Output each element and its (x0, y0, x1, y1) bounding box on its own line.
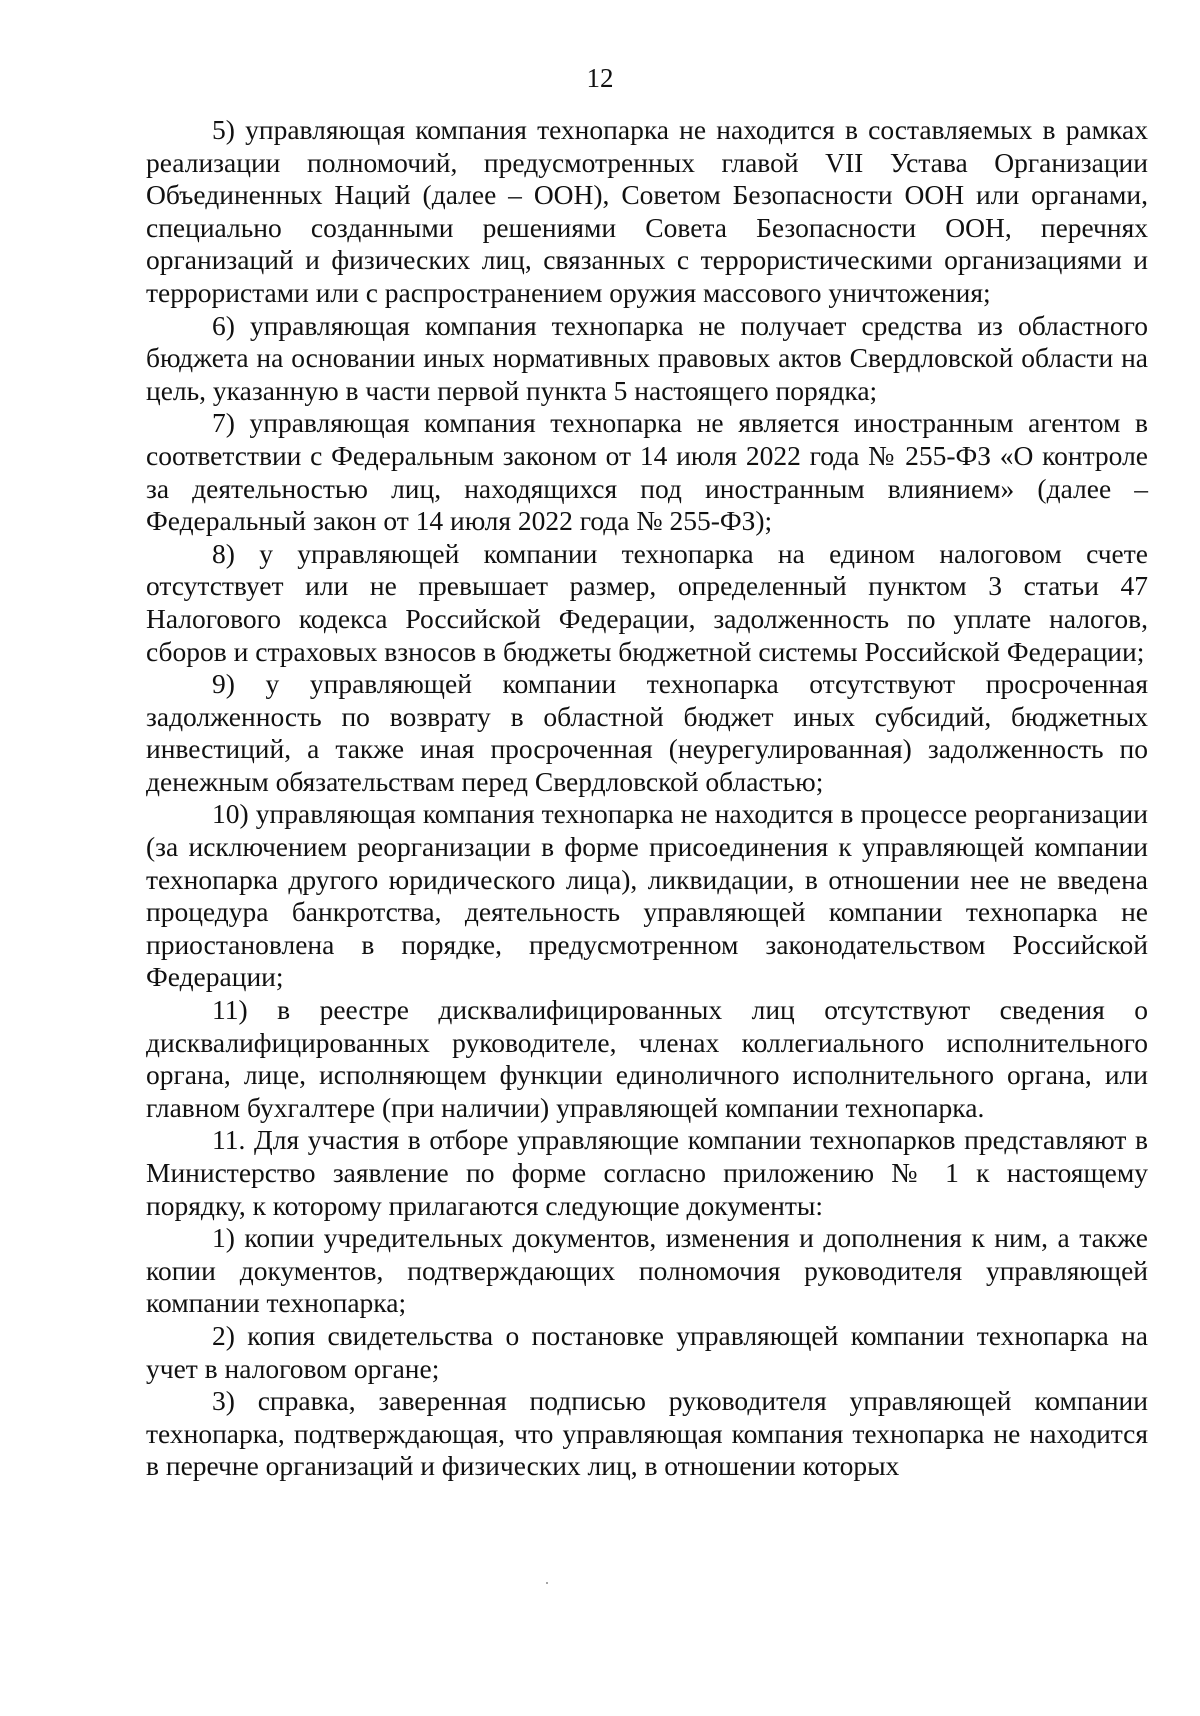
document-body (146, 114, 1148, 1483)
paragraph-document-3: 3) справка, заверенная подписью руководителя управляющей компании технопарка, подтверждающая, что управляющая компания технопарка не находится в перечне организаций и физических лиц, в отношении которых (146, 1385, 1148, 1482)
paragraph-clause-11: 11. Для участия в отборе управляющие компании технопарков представляют в Министерство заявление по форме согласно приложению № 1 к настоящему порядку, к которому прилагаются следующие документы: (146, 1124, 1148, 1221)
paragraph-item-9: 9) у управляющей компании технопарка отсутствуют просроченная задолженность по возврату в областной бюджет иных субсидий, бюджетных инвестиций, а также иная просроченная (неурегулированная) задолженность по денежным обязательствам перед Свердловской областью; (146, 668, 1148, 797)
paragraph-item-8: 8) у управляющей компании технопарка на едином налоговом счете отсутствует или не превышает размер, определенный пунктом 3 статьи 47 Налогового кодекса Российской Федерации, задолженность по уплате налогов, сборов и страховых взносов в бюджеты бюджетной системы Российской Федерации; (146, 537, 1148, 667)
paragraph-item-5: 5) управляющая компания технопарка не находится в составляемых в рамках реализации полномочий, предусмотренных главой VII Устава Организации Объединенных Наций (далее – ООН), Советом Безопасности ООН или органами, специально созданными решениями Совета Безопасности ООН, перечнях организаций и физических лиц, связанных с террористическими организациями и террористами или с распространением оружия массового уничтожения; (146, 114, 1148, 308)
paragraph-item-11: 11) в реестре дисквалифицированных лиц отсутствуют сведения о дисквалифицированных руководителе, членах коллегиального исполнительного органа, лице, исполняющем функции единоличного исполнительного органа, или главном бухгалтере (при наличии) управляющей компании технопарка. (146, 994, 1148, 1123)
page-number: 12 (586, 63, 614, 93)
paragraph-document-1: 1) копии учредительных документов, изменения и дополнения к ним, а также копии документов, подтверждающих полномочия руководителя управляющей компании технопарка; (146, 1222, 1148, 1319)
paragraph-item-10: 10) управляющая компания технопарка не находится в процессе реорганизации (за исключением реорганизации в форме присоединения к управляющей компании технопарка другого юридического лица), ликвидации, в отношении нее не введена процедура банкротства, деятельность управляющей компании технопарка не приостановлена в порядке, предусмотренном законодательством Российской Федерации; (146, 798, 1148, 993)
paragraph-document-2: 2) копия свидетельства о постановке управляющей компании технопарка на учет в налоговом органе; (146, 1319, 1148, 1384)
scan-speck (546, 1582, 548, 1584)
paragraph-item-7: 7) управляющая компания технопарка не является иностранным агентом в соответствии с Федеральным законом от 14 июля 2022 года № 255-ФЗ «О контроле за деятельностью лиц, находящихся под иностранным влиянием» (далее – Федеральный закон от 14 июля 2022 года № 255-ФЗ); (146, 407, 1148, 537)
paragraph-item-6: 6) управляющая компания технопарка не получает средства из областного бюджета на основании иных нормативных правовых актов Свердловской области на цель, указанную в части первой пункта 5 настоящего порядка; (146, 309, 1148, 406)
